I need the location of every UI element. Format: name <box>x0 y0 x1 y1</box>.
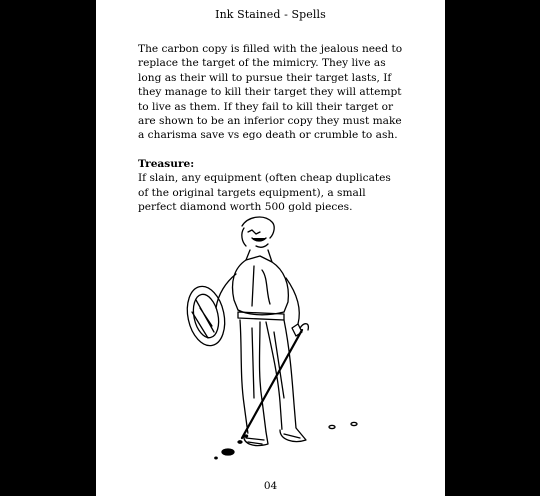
document-page <box>96 0 445 496</box>
description-paragraph: The carbon copy is filled with the jealous need to replace the target of the mimicry. They live as long as their will to pursue their target lasts, If they manage to kill their target they will attempt to live as them. If they fail to kill their target or are shown to be an inferior copy they must make a charisma save vs ego death or crumble to ash. <box>138 43 403 142</box>
treasure-text: If slain, any equipment (often cheap duplicates of the original targets equipment), a small perfect diamond worth 500 gold pieces. <box>138 172 391 214</box>
page-number: 04 <box>263 480 278 492</box>
treasure-heading: Treasure: <box>138 157 195 170</box>
page-body <box>138 42 403 214</box>
page-header: Ink Stained - Spells <box>215 8 326 21</box>
figure-illustration <box>156 208 386 476</box>
